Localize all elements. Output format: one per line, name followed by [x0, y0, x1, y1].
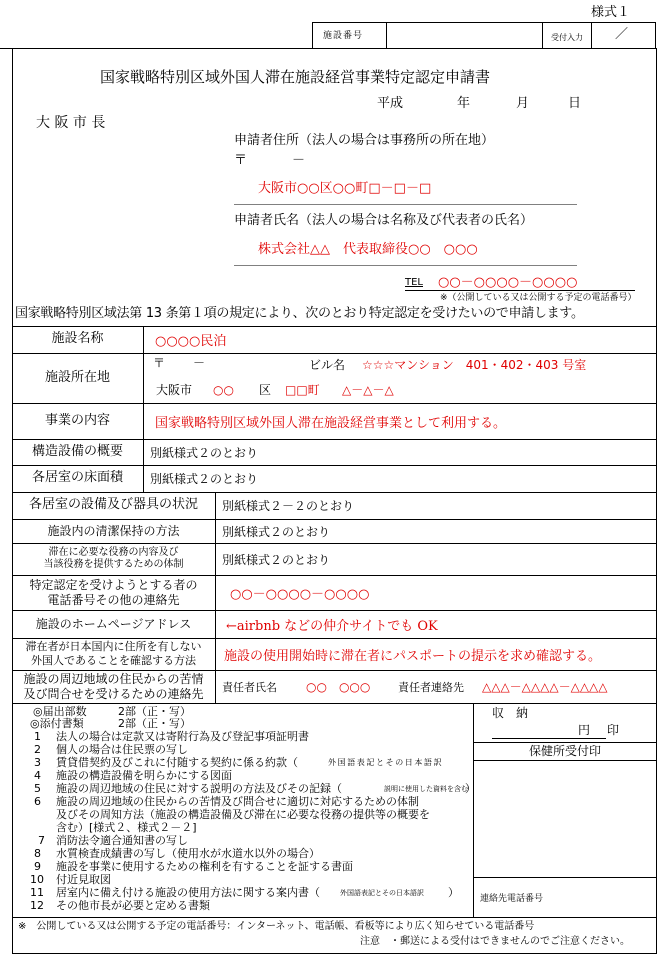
location-postal-dash: － [193, 356, 206, 370]
entry-label: 受付入力 [551, 33, 583, 42]
building-label: ビル名 [309, 358, 346, 372]
homepage-value[interactable]: ←airbnb などの仲介サイトでも OK [226, 618, 438, 634]
yen-label: 円 [578, 723, 591, 737]
location-postal-mark: 〒 [153, 356, 166, 370]
page-title: 国家戦略特別区域外国人滞在施設経営事業特定認定申請書 [100, 68, 491, 86]
item-note: 外国語表記とその日本語訳 [328, 758, 444, 767]
entry-mark: ／ [615, 27, 629, 42]
item-text: 法人の場合は定款又は寄附行為及び登記事項証明書 [56, 730, 309, 743]
item-text: 施設を事業に使用するための権利を有することを証する書面 [56, 860, 353, 873]
item-text: 個人の場合は住民票の写し [56, 743, 188, 756]
item-text: 施設の周辺地域の住民からの苦情及び問合せに適切に対応するための体制 [56, 795, 419, 808]
equipment-status-label: 各居室の設備及び器具の状況 [28, 497, 198, 513]
item-number: 10 [30, 873, 44, 886]
complaints-label-line2: 及び問合せを受けるための連絡先 [23, 686, 204, 701]
responsible-person-label: 責任者氏名 [222, 681, 277, 694]
postal-dash: － [292, 153, 306, 168]
header-box [312, 22, 656, 48]
facility-number-field[interactable] [387, 23, 542, 49]
location-ward-value[interactable]: ○○ [213, 383, 234, 397]
floor-area-label: 各居室の床面積 [31, 470, 123, 486]
footer-note-mail: 注意 ・郵送による受付はできませんのでご注意ください。 [360, 936, 630, 947]
foreigner-check-value[interactable]: 施設の使用開始時に滞在者にパスポートの提示を求め確認する。 [224, 648, 602, 664]
item-text: 施設の構造設備を明らかにする図面 [56, 769, 232, 782]
receipt-label: 収 納 [492, 706, 529, 720]
contact-phone-field[interactable] [474, 878, 656, 916]
item-text: 水質検査成績書の写し（使用水が水道水以外の場合） [56, 847, 320, 860]
item-number: 1 [34, 730, 41, 743]
business-content-value[interactable]: 国家戦略特別区域外国人滞在施設経営事業として利用する。 [155, 415, 507, 431]
structure-overview-label: 構造設備の概要 [31, 443, 123, 459]
seal-label: 印 [607, 723, 620, 737]
tel-note: ※（公開している又は公開する予定の電話番号） [440, 293, 637, 303]
facility-location-label: 施設所在地 [44, 369, 110, 385]
structure-overview-value[interactable]: 別紙様式２のとおり [150, 445, 259, 460]
postal-mark: 〒 [234, 153, 248, 168]
documents-value: 2部（正・写） [118, 717, 191, 730]
application-statement: 国家戦略特別区域法第 13 条第１項の規定により、次のとおり特定認定を受けたいので申請します。 [15, 306, 584, 321]
receipt-amount-field[interactable] [490, 722, 591, 738]
form-number: 様式１ [591, 5, 631, 20]
location-city: 大阪市 [156, 383, 193, 397]
item-text-line3: 含む）[様式２、様式２－２] [56, 821, 197, 834]
location-ward-label: 区 [259, 383, 272, 397]
applicant-contact-label-line1: 特定認定を受けようとする者の [29, 577, 198, 592]
item-number: 11 [30, 886, 44, 899]
facility-name-value[interactable]: ○○○○民泊 [155, 334, 227, 349]
responsible-contact-value[interactable]: △△△－△△△△－△△△△ [482, 680, 608, 694]
equipment-status-value[interactable]: 別紙様式２－２のとおり [222, 499, 355, 513]
item-number: 2 [34, 743, 41, 756]
date-month-label: 月 [516, 96, 530, 111]
item-number: 8 [34, 847, 41, 860]
item-close: ） [448, 886, 459, 899]
services-value[interactable]: 別紙様式２のとおり [222, 552, 331, 567]
item-text: 施設の周辺地域の住民に対する説明の方法及びその記録（ [56, 782, 342, 795]
item-text: 消防法令適合通知書の写し [56, 834, 188, 847]
cleanliness-label: 施設内の清潔保持の方法 [47, 523, 180, 538]
addressee: 大 阪 市 長 [36, 115, 106, 131]
homepage-label: 施設のホームページアドレス [35, 616, 192, 631]
documents-label: ◎添付書類 [30, 717, 84, 730]
item-number: 4 [34, 769, 41, 782]
business-content-label: 事業の内容 [44, 412, 110, 428]
date-day-label: 日 [568, 96, 582, 111]
tel-label: TEL [405, 277, 423, 288]
foreigner-check-label-line1: 滞在者が日本国内に住所を有しない [25, 640, 202, 654]
facility-number-label: 施設番号 [323, 31, 364, 41]
item-text: 居室内に備え付ける施設の使用方法に関する案内書（ [56, 886, 320, 899]
cleanliness-value[interactable]: 別紙様式２のとおり [222, 524, 331, 539]
item-text: その他市長が必要と定める書類 [56, 899, 210, 912]
health-center-stamp-label: 保健所受付印 [528, 743, 601, 758]
responsible-contact-label: 責任者連絡先 [398, 681, 464, 694]
responsible-person-value[interactable]: ○○ ○○○ [306, 680, 371, 694]
floor-area-value[interactable]: 別紙様式２のとおり [150, 472, 259, 486]
item-number: 12 [30, 899, 44, 912]
item-number: 3 [34, 756, 41, 769]
item-note: 外国語表記とその日本語訳 [340, 889, 424, 897]
facility-name-label: 施設名称 [51, 331, 104, 347]
item-number: 7 [38, 834, 45, 847]
building-value[interactable]: ☆☆☆マンション 401・402・403 号室 [362, 358, 587, 372]
date-year-label: 年 [457, 96, 471, 111]
services-label-line2: 当該役務を提供するための体制 [43, 559, 184, 570]
location-block-value[interactable]: △－△－△ [342, 383, 394, 397]
date-month-field[interactable] [475, 94, 515, 112]
item-number: 6 [34, 795, 41, 808]
complaints-label-line1: 施設の周辺地域の住民からの苦情 [23, 671, 204, 686]
applicant-contact-value[interactable]: ○○－○○○○－○○○○ [230, 587, 370, 602]
item-text-line2: 及びその周知方法（施設の構造設備及び滞在に必要な役務の提供等の概要を [56, 808, 430, 821]
item-number: 5 [34, 782, 41, 795]
applicant-name-value[interactable]: 株式会社△△ 代表取締役○○ ○○○ [258, 242, 478, 257]
applicant-name-label: 申請者氏名（法人の場合は名称及び代表者の氏名） [234, 213, 534, 228]
health-center-stamp-area [474, 761, 656, 877]
foreigner-check-label-line2: 外国人であることを確認する方法 [31, 654, 196, 667]
services-label-line1: 滞在に必要な役務の内容及び [48, 546, 179, 558]
item-number: 9 [34, 860, 41, 873]
item-text: 賃貸借契約及びこれに付随する契約に係る約款（ [56, 756, 298, 769]
location-town-value[interactable]: □□町 [285, 383, 320, 397]
date-year-field[interactable] [412, 94, 450, 112]
applicant-contact-label-line2: 電話番号その他の連絡先 [47, 592, 180, 607]
copies-value: 2部（正・写） [118, 705, 191, 718]
contact-phone-label: 連絡先電話番号 [480, 894, 544, 904]
date-era: 平成 [377, 96, 404, 111]
tel-value[interactable]: ○○－○○○○－○○○○ [438, 275, 578, 290]
footer-note-phone: ※ 公開している又は公開する予定の電話番号：インターネット、電話帳、看板等により広く知らせている電話番号 [18, 921, 535, 932]
item-close: ） [465, 782, 476, 795]
copies-label: ◎届出部数 [33, 705, 87, 718]
item-text: 付近見取図 [56, 873, 111, 886]
applicant-address-value[interactable]: 大阪市○○区○○町□－□－□ [258, 181, 432, 196]
item-note: 説明に使用した資料を含む [384, 785, 468, 793]
date-day-field[interactable] [530, 94, 568, 112]
applicant-address-label: 申請者住所（法人の場合は事務所の所在地） [234, 133, 495, 148]
